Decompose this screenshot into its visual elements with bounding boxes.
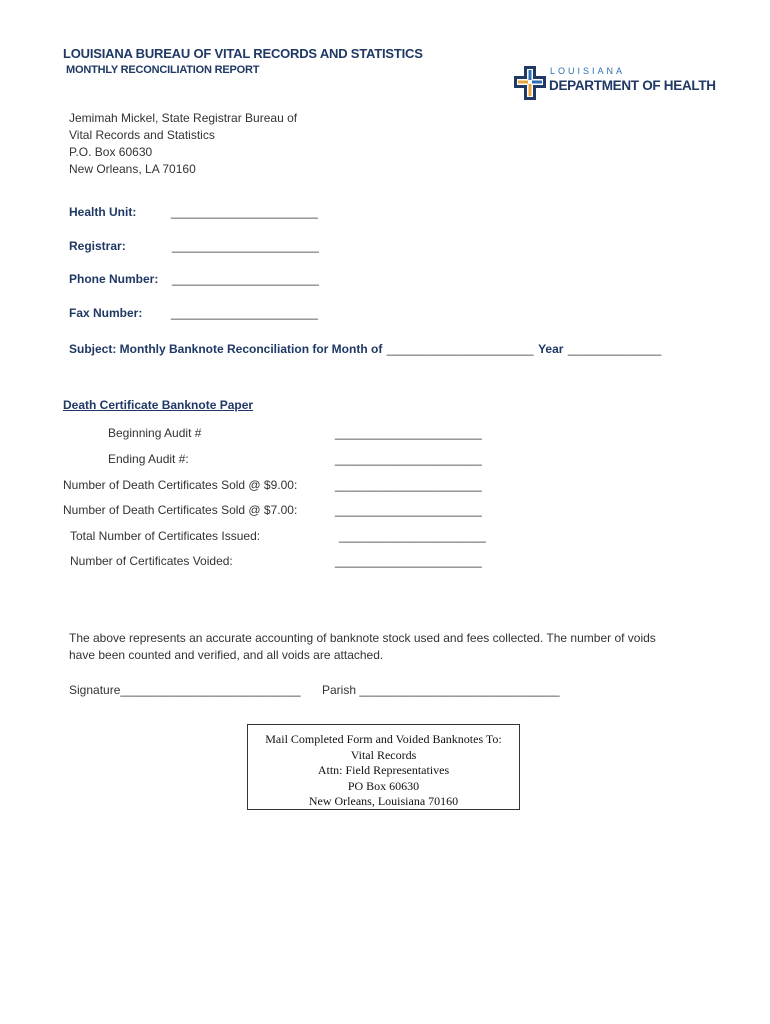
health-unit-label: Health Unit: xyxy=(69,205,137,219)
mail-line-3: Attn: Field Representatives xyxy=(317,763,450,777)
parish-field[interactable]: ______________________________ xyxy=(359,683,560,697)
parish-label: Parish xyxy=(322,683,357,697)
mail-line-4: PO Box 60630 xyxy=(347,778,420,793)
parish-line xyxy=(322,683,560,697)
phone-number-field[interactable]: ______________________ xyxy=(172,272,319,286)
form-subtitle: MONTHLY RECONCILIATION REPORT xyxy=(66,64,260,76)
section-title: Death Certificate Banknote Paper xyxy=(63,398,254,412)
ending-audit-label: Ending Audit #: xyxy=(108,452,189,466)
sold-9-field[interactable]: ______________________ xyxy=(335,478,482,492)
registrar-address xyxy=(69,110,297,178)
beginning-audit-label: Beginning Audit # xyxy=(108,426,202,440)
logo-state-text: LOUISIANA xyxy=(550,66,626,76)
beginning-audit-field[interactable]: ______________________ xyxy=(335,426,482,440)
year-label: Year xyxy=(538,342,564,356)
ldh-cross-icon xyxy=(514,66,546,100)
phone-number-label: Phone Number: xyxy=(69,272,159,286)
subject-line xyxy=(69,340,661,358)
ending-audit-field[interactable]: ______________________ xyxy=(335,452,482,466)
subject-label: Subject: Monthly Banknote Reconciliation for Month of xyxy=(69,342,383,356)
fax-number-field[interactable]: ______________________ xyxy=(171,306,318,320)
total-issued-field[interactable]: ______________________ xyxy=(339,529,486,543)
month-field[interactable]: ______________________ xyxy=(386,342,534,356)
voided-field[interactable]: ______________________ xyxy=(335,554,482,568)
department-logo xyxy=(514,64,732,102)
registrar-field[interactable]: ______________________ xyxy=(172,239,319,253)
fax-number-label: Fax Number: xyxy=(69,306,143,320)
signature-field[interactable]: ___________________________ xyxy=(120,683,301,697)
health-unit-field[interactable]: ______________________ xyxy=(171,205,318,219)
registrar-bureau: Bureau of xyxy=(241,111,298,125)
voided-label: Number of Certificates Voided: xyxy=(70,554,233,568)
signature-line xyxy=(69,683,301,697)
mail-line-1: Mail Completed Form and Voided Banknotes To: xyxy=(265,732,502,746)
sold-7-label: Number of Death Certificates Sold @ $7.00: xyxy=(63,503,298,517)
year-field[interactable]: ______________ xyxy=(567,342,662,356)
statement-line-2: have been counted and verified, and all voids are attached. xyxy=(69,648,384,662)
logo-department-text: DEPARTMENT OF HEALTH xyxy=(549,78,716,93)
address-line-4: New Orleans, LA 70160 xyxy=(69,162,196,176)
signature-label: Signature xyxy=(69,683,121,697)
certification-statement xyxy=(69,630,656,664)
sold-7-field[interactable]: ______________________ xyxy=(335,503,482,517)
sold-9-label: Number of Death Certificates Sold @ $9.00: xyxy=(63,478,298,492)
mail-line-2: Vital Records xyxy=(350,747,417,762)
registrar-name: Jemimah Mickel, State Registrar xyxy=(69,111,242,125)
registrar-label: Registrar: xyxy=(69,239,126,253)
statement-line-1: The above represents an accurate accounting of banknote stock used and fees collected. The number of voids xyxy=(69,631,656,645)
address-line-3: P.O. Box 60630 xyxy=(69,145,153,159)
mail-line-5: New Orleans, Louisiana 70160 xyxy=(308,794,459,808)
address-line-2: Vital Records and Statistics xyxy=(69,128,215,142)
mailing-instructions-box xyxy=(247,724,520,810)
form-title: LOUISIANA BUREAU OF VITAL RECORDS AND STATISTICS xyxy=(63,46,423,61)
total-issued-label: Total Number of Certificates Issued: xyxy=(70,529,261,543)
